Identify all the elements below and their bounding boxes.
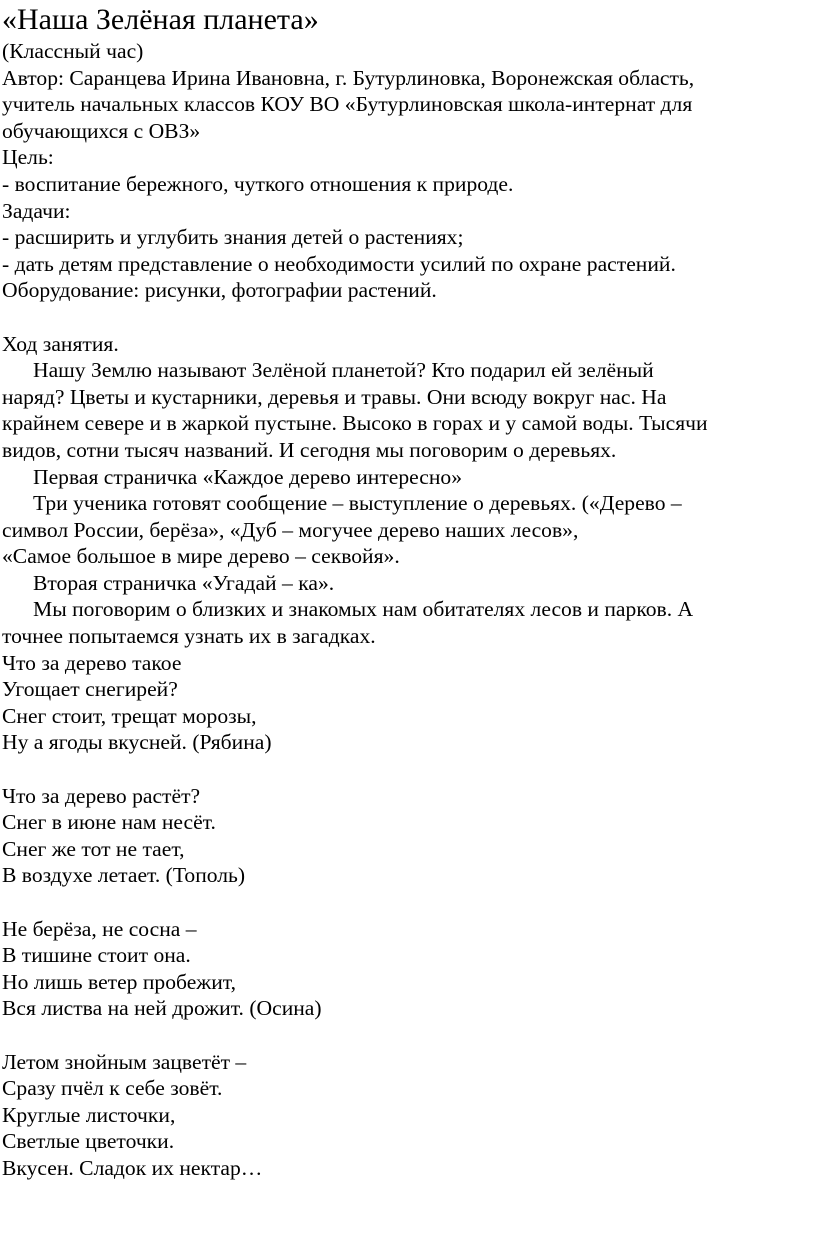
riddle-line: Вкусен. Сладок их нектар…	[2, 1155, 263, 1180]
page2-line: точнее попытаемся узнать их в загадках.	[2, 624, 376, 649]
riddle-line: Снег же тот не тает,	[2, 836, 185, 861]
riddle-line: Угощает снегирей?	[2, 677, 178, 702]
riddle-1	[2, 650, 816, 756]
document-title: «Наша Зелёная планета»	[2, 3, 319, 36]
riddle-2	[2, 783, 816, 889]
riddle-4	[2, 1049, 816, 1182]
lesson-heading: Ход занятия.	[2, 331, 119, 356]
goal-heading: Цель:	[2, 145, 54, 170]
spacer	[2, 889, 816, 916]
riddle-line: Снег в июне нам несёт.	[2, 810, 216, 835]
riddle-line: Сразу пчёл к себе зовёт.	[2, 1076, 223, 1101]
author-line: учитель начальных классов КОУ ВО «Бутурлиновская школа-интернат для	[2, 92, 693, 117]
riddle-line: Не берёза, не сосна –	[2, 916, 197, 941]
riddle-line: Что за дерево растёт?	[2, 783, 201, 808]
riddle-line: Снег стоит, трещат морозы,	[2, 703, 257, 728]
document-subtitle: (Классный час)	[2, 39, 144, 63]
equipment-line: Оборудование: рисунки, фотографии растений.	[2, 278, 437, 303]
page1-line: символ России, берёза», «Дуб – могучее дерево наших лесов»,	[2, 517, 579, 542]
riddle-line: Ну а ягоды вкусней. (Рябина)	[2, 730, 272, 755]
task-item: - дать детям представление о необходимости усилий по охране растений.	[2, 251, 676, 276]
riddle-line: Но лишь ветер пробежит,	[2, 969, 236, 994]
page2-line: Мы поговорим о близких и знакомых нам обитателях лесов и парков. А	[33, 597, 694, 622]
page1-line: Три ученика готовят сообщение – выступление о деревьях. («Дерево –	[33, 491, 682, 516]
riddle-line: Вся листва на ней дрожит. (Осина)	[2, 996, 322, 1021]
intro-line: крайнем севере и в жаркой пустыне. Высоко в горах и у самой воды. Тысячи	[2, 411, 708, 436]
riddle-line: В воздухе летает. (Тополь)	[2, 863, 246, 888]
goal-item: - воспитание бережного, чуткого отношения к природе.	[2, 171, 514, 196]
riddle-line: Круглые листочки,	[2, 1102, 176, 1127]
task-item: - расширить и углубить знания детей о растениях;	[2, 225, 464, 250]
section-heading-page2: Вторая страничка «Угадай – ка».	[33, 570, 335, 595]
spacer	[2, 756, 816, 783]
riddle-3	[2, 916, 816, 1022]
intro-line: видов, сотни тысяч названий. И сегодня мы поговорим о деревьях.	[2, 437, 617, 462]
tasks-heading: Задачи:	[2, 198, 71, 223]
section-heading-page1: Первая страничка «Каждое дерево интересно»	[33, 464, 463, 489]
riddle-line: В тишине стоит она.	[2, 943, 191, 968]
author-line: Автор: Саранцева Ирина Ивановна, г. Бутурлиновка, Воронежская область,	[2, 65, 695, 90]
spacer	[2, 304, 816, 331]
riddle-line: Что за дерево такое	[2, 650, 182, 675]
intro-line: Нашу Землю называют Зелёной планетой? Кто подарил ей зелёный	[33, 358, 654, 383]
riddle-line: Летом знойным зацветёт –	[2, 1049, 247, 1074]
riddle-line: Светлые цветочки.	[2, 1129, 175, 1154]
page1-line: «Самое большое в мире дерево – секвойя».	[2, 544, 400, 569]
author-block	[2, 65, 816, 145]
intro-line: наряд? Цветы и кустарники, деревья и травы. Они всюду вокруг нас. На	[2, 384, 667, 409]
author-line: обучающихся с ОВЗ»	[2, 118, 201, 143]
spacer	[2, 1022, 816, 1049]
